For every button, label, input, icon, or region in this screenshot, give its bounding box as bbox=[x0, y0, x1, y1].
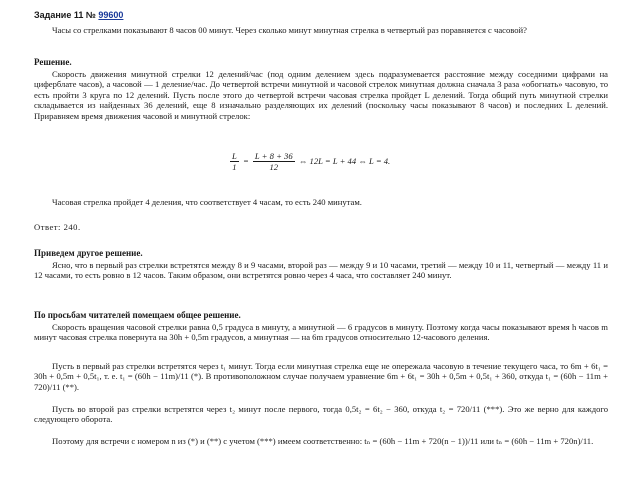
solution-formula bbox=[228, 151, 468, 187]
formula-equals: = bbox=[242, 155, 249, 166]
task-number-link[interactable]: 99600 bbox=[98, 10, 124, 20]
solution-heading: Решение. bbox=[34, 57, 72, 67]
task-title bbox=[34, 10, 608, 20]
general-paragraph-1: Скорость вращения часовой стрелки равна 0,5 градуса в минуту, а минутной — 6 градусов в минуту. Поэтому когда часы показывают время h часов m минут часовая стрелка повернута на 30h + 0,5m градусов, а минутная — на 6m градусов относительно 12-часового деления. bbox=[34, 322, 608, 343]
general-solution-heading: По просьбам читателей помещаем общее решение. bbox=[34, 310, 241, 320]
formula-rhs-fraction bbox=[253, 151, 295, 173]
general-paragraph-3: Пусть во второй раз стрелки встретятся через t₂ минут после первого, тогда 0,5t₂ = 6t₂ − 360, откуда t₂ = 720/11 (***). Это же верно для каждого следующего оборота. bbox=[34, 404, 608, 425]
formula-rhs-denominator: 12 bbox=[269, 162, 279, 173]
formula-lhs-fraction bbox=[230, 151, 239, 173]
formula-rhs-numerator: L + 8 + 36 bbox=[254, 151, 293, 161]
task-question: Часы со стрелками показывают 8 часов 00 минут. Через сколько минут минутная стрелка в четвертый раз поравняется с часовой? bbox=[52, 25, 527, 35]
formula-lhs-numerator: L bbox=[232, 151, 237, 161]
alt-solution-paragraph: Ясно, что в первый раз стрелки встретятся между 8 и 9 часами, второй раз — между 9 и 10 часами, третий — между 10 и 11, четвертый — между 11 и 12 часами, то есть ровно в 12 часов. Таким образом, они встретятся ровно через 4 часа, что составляет 240 минут. bbox=[34, 260, 608, 281]
solution-paragraph-1: Скорость движения минутной стрелки 12 делений/час (под одним делением здесь подразумевается расстояние между соседними цифрами на циферблате часов), а часовой — 1 деление/час. До четвертой встречи минутной и часовой стрелок минутная должна сначала 3 раза «обогнать» часовую, то есть пройти 3 круга по 12 делений. Пусть после этого до четвертой встречи часовая стрелка пройдет L делений. Тогда общий путь минутной стрелки складывается из найденных 36 делений, еще 8 изначально разделяющих их делений (поскольку часы показывают 8 часов) и последних L делений. Приравняем время движения часовой и минутной стрелок: bbox=[34, 69, 608, 121]
general-paragraph-4: Поэтому для встречи с номером n из (*) и (**) с учетом (***) имеем соответственно: tₙ = (60h − 11m + 720(n − 1))/11 или tₙ = (60h − 11m + 720n)/11. bbox=[52, 436, 594, 446]
solution-paragraph-2: Часовая стрелка пройдет 4 деления, что соответствует 4 часам, то есть 240 минутам. bbox=[52, 197, 362, 207]
task-label: Задание 11 № bbox=[34, 10, 96, 20]
solution-answer: Ответ: 240. bbox=[34, 222, 81, 232]
alt-solution-heading: Приведем другое решение. bbox=[34, 248, 143, 258]
formula-lhs-denominator: 1 bbox=[232, 162, 237, 173]
general-paragraph-2: Пусть в первый раз стрелки встретятся через t₁ минут. Тогда если минутная стрелка еще не опережала часовую в течение текущего часа, то 6m + 6t₁ = 30h + 0,5m + 0,5t₁, т. е. t₁ = (60h − 11m)/11 (*). В противоположном случае получаем уравнение 6m + 6t₁ = 30h + 0,5m + 0,5t₁ + 360, откуда t₁ = (60h − 11m + 720)/11 (**). bbox=[34, 361, 608, 392]
formula-tail: ⇔ 12L = L + 44 ⇔ L = 4. bbox=[298, 155, 391, 166]
